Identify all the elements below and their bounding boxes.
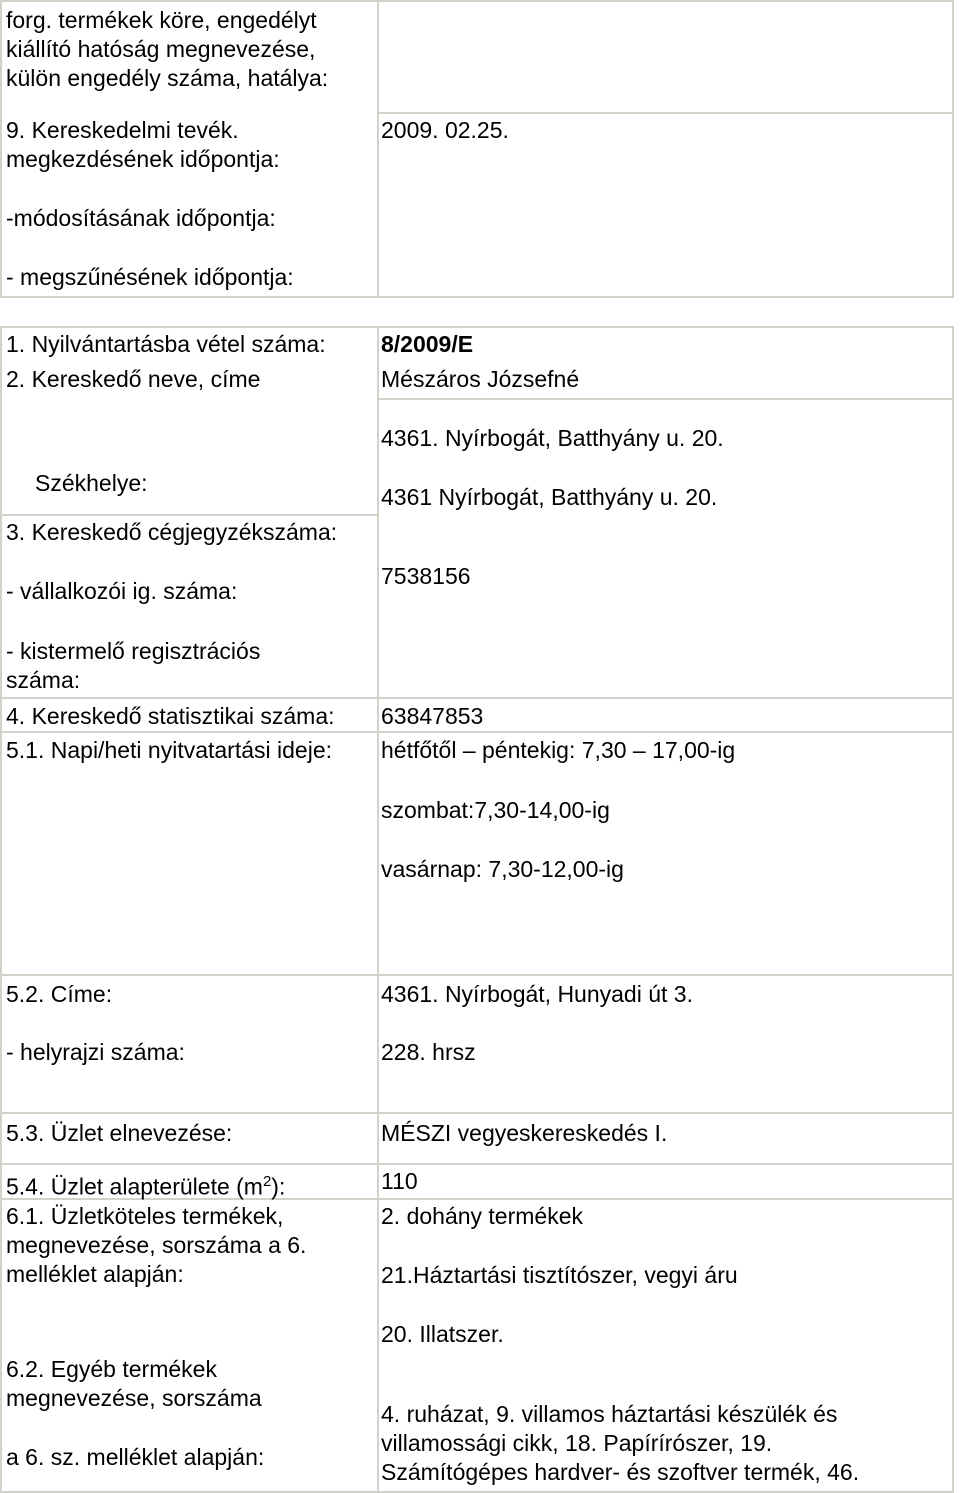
table-2-divider [377, 326, 379, 1493]
table-1-row-line [377, 112, 954, 114]
egyeb-label-2: a 6. sz. melléklet alapján: [6, 1444, 265, 1470]
nyitva-vasarnap: vasárnap: 7,30-12,00-ig [381, 856, 624, 882]
nyilv-value: 8/2009/E [381, 331, 474, 357]
egyeb-value: 4. ruházat, 9. villamos háztartási készülék és villamossági cikk, 18. Papírírószer, 19. Számítógépes hardver- és szoftver termék, 46. [381, 1401, 860, 1485]
row-line-5 [0, 974, 954, 976]
nyitva-szombat: szombat:7,30-14,00-ig [381, 797, 610, 823]
row-line-7 [0, 1163, 954, 1165]
row-line-6 [0, 1112, 954, 1114]
row-line-3 [0, 697, 954, 699]
kezdes-value: 2009. 02.25. [381, 117, 509, 143]
nyitva-hetkoznap: hétfőtől – péntekig: 7,30 – 17,00-ig [381, 737, 736, 763]
kistermelo-label: - kistermelő regisztrációs száma: [6, 638, 261, 693]
vallalkozoi-value: 7538156 [381, 563, 471, 589]
cime-value: 4361. Nyírbogát, Hunyadi út 3. [381, 981, 693, 1007]
alapterulet-label-sup: 2 [262, 1173, 272, 1190]
row-line-2 [0, 514, 377, 516]
row-line-4 [0, 731, 954, 733]
egyeb-label-1: 6.2. Egyéb termékek megnevezése, sorszáma [6, 1356, 262, 1411]
helyrajzi-value: 228. hrsz [381, 1039, 476, 1065]
cegjegyzek-label: 3. Kereskedő cégjegyzékszáma: [6, 519, 338, 545]
cim-value: 4361. Nyírbogát, Batthyány u. 20. [381, 425, 724, 451]
alapterulet-label-end: ): [271, 1173, 286, 1200]
szekhely-value: 4361 Nyírbogát, Batthyány u. 20. [381, 484, 718, 510]
nev-value: Mészáros Józsefné [381, 366, 580, 392]
helyrajzi-label: - helyrajzi száma: [6, 1039, 185, 1065]
alapterulet-label [6, 1167, 285, 1202]
row-line-1 [377, 398, 954, 400]
alapterulet-label-text: 5.4. Üzlet alapterülete (m [6, 1173, 263, 1200]
megszunes-label: - megszűnésének időpontja: [6, 264, 294, 290]
szekhely-label: Székhelye: [35, 470, 148, 496]
cime-label: 5.2. Címe: [6, 981, 113, 1007]
uzlet-nev-label: 5.3. Üzlet elnevezése: [6, 1120, 233, 1146]
nev-label: 2. Kereskedő neve, címe [6, 366, 261, 392]
statisztikai-value: 63847853 [381, 703, 484, 729]
nyitva-label: 5.1. Napi/heti nyitvatartási ideje: [6, 737, 333, 763]
uzletkoteles-item-3: 20. Illatszer. [381, 1321, 504, 1347]
statisztikai-label: 4. Kereskedő statisztikai száma: [6, 703, 335, 729]
modositas-label: -módosításának időpontja: [6, 205, 276, 231]
kezdes-label-2: megkezdésének időpontja: [6, 146, 280, 172]
forg-label: forg. termékek köre, engedélyt kiállító hatóság megnevezése, külön engedély száma, hatálya: [6, 7, 329, 91]
vallalkozoi-label: - vállalkozói ig. száma: [6, 578, 238, 604]
alapterulet-value: 110 [381, 1168, 418, 1194]
uzletkoteles-label: 6.1. Üzletköteles termékek, megnevezése, sorszáma a 6. melléklet alapján: [6, 1203, 307, 1287]
uzlet-nev-value: MÉSZI vegyeskereskedés I. [381, 1120, 668, 1146]
kezdes-label-1: 9. Kereskedelmi tevék. [6, 117, 239, 143]
table-1-divider [377, 0, 379, 298]
uzletkoteles-item-2: 21.Háztartási tisztítószer, vegyi áru [381, 1262, 738, 1288]
nyilv-label: 1. Nyilvántartásba vétel száma: [6, 331, 326, 357]
uzletkoteles-item-1: 2. dohány termékek [381, 1203, 584, 1229]
